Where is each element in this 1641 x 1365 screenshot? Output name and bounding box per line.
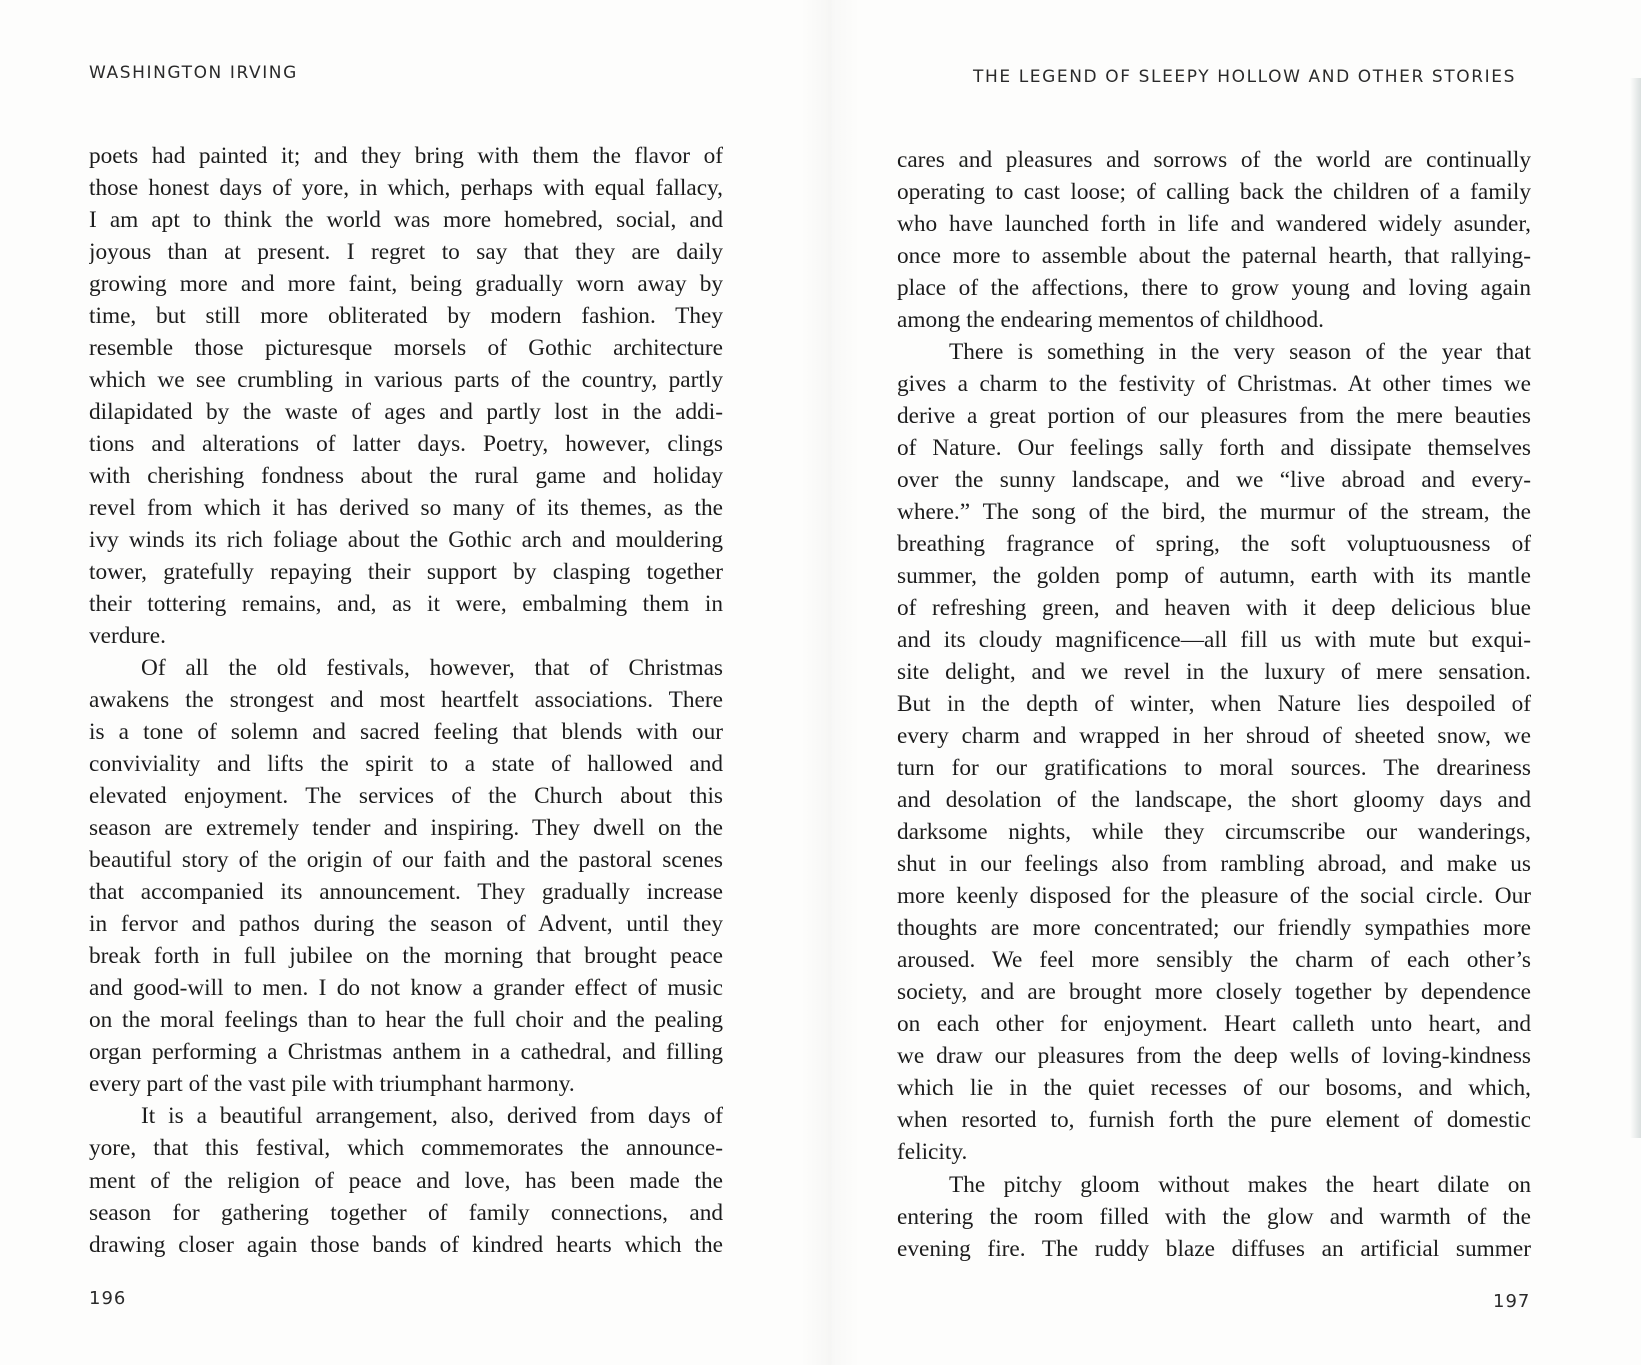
text-line: more keenly disposed for the pleasure of the social circle. Our [897, 883, 1531, 910]
text-line: among the endearing mementos of childhood. [897, 307, 1324, 334]
text-line: poets had painted it; and they bring with them the flavor of [89, 143, 723, 169]
text-line: where.” The song of the bird, the murmur of the stream, the [897, 499, 1531, 526]
text-line: summer, the golden pomp of autumn, earth with its mantle [897, 563, 1531, 590]
text-line: beautiful story of the origin of our faith and the pastoral scenes [89, 847, 723, 874]
right-page-number: 197 [1493, 1291, 1531, 1312]
text-line: verdure. [89, 623, 166, 650]
text-line: felicity. [897, 1139, 968, 1166]
text-line: growing more and more faint, being gradually worn away by [89, 271, 723, 298]
text-line: who have launched forth in life and wandered widely asunder, [897, 211, 1531, 238]
text-line: The pitchy gloom without makes the heart dilate on [949, 1171, 1531, 1198]
text-line: and its cloudy magnificence—all fill us with mute but exqui- [897, 627, 1531, 654]
text-line: break forth in full jubilee on the morning that brought peace [89, 943, 723, 970]
text-line: and good-will to men. I do not know a grander effect of music [89, 975, 723, 1002]
text-line: season are extremely tender and inspiring. They dwell on the [89, 815, 723, 842]
text-line: breathing fragrance of spring, the soft voluptuousness of [897, 531, 1531, 558]
text-line: over the sunny landscape, and we “live abroad and every- [897, 467, 1531, 494]
left-page-text [89, 140, 723, 1261]
text-line: their tottering remains, and, as it were, embalming them in [89, 591, 723, 618]
text-line: gives a charm to the festivity of Christmas. At other times we [897, 371, 1531, 398]
text-line: thoughts are more concentrated; our friendly sympathies more [897, 915, 1531, 942]
left-running-head: WASHINGTON IRVING [89, 63, 298, 83]
text-line: every charm and wrapped in her shroud of sheeted snow, we [897, 723, 1531, 750]
text-line: elevated enjoyment. The services of the Church about this [89, 783, 723, 810]
text-line: we draw our pleasures from the deep wells of loving-kindness [897, 1043, 1531, 1070]
text-line: dilapidated by the waste of ages and partly lost in the addi- [89, 399, 723, 426]
text-line: operating to cast loose; of calling back the children of a family [897, 179, 1531, 206]
text-line: tions and alterations of latter days. Poetry, however, clings [89, 431, 723, 458]
text-line: organ performing a Christmas anthem in a cathedral, and filling [89, 1039, 723, 1066]
text-line: those honest days of yore, in which, perhaps with equal fallacy, [89, 175, 723, 202]
text-line: darksome nights, while they circumscribe our wanderings, [897, 819, 1531, 846]
text-line: once more to assemble about the paternal hearth, that rallying- [897, 243, 1531, 270]
text-line: time, but still more obliterated by modern fashion. They [89, 303, 723, 330]
right-running-head: THE LEGEND OF SLEEPY HOLLOW AND OTHER STORIES [973, 67, 1516, 87]
text-line: evening fire. The ruddy blaze diffuses an artificial summer [897, 1235, 1531, 1262]
text-line: in fervor and pathos during the season of Advent, until they [89, 911, 723, 938]
text-line: and desolation of the landscape, the short gloomy days and [897, 787, 1531, 814]
text-line: resemble those picturesque morsels of Gothic architecture [89, 335, 723, 362]
text-line: drawing closer again those bands of kindred hearts which the [89, 1231, 723, 1258]
text-line: is a tone of solemn and sacred feeling that blends with our [89, 719, 723, 746]
text-line: shut in our feelings also from rambling abroad, and make us [897, 851, 1531, 878]
text-line: season for gathering together of family connections, and [89, 1199, 723, 1226]
text-line: cares and pleasures and sorrows of the world are continually [897, 147, 1531, 173]
text-line: of Nature. Our feelings sally forth and dissipate themselves [897, 435, 1531, 462]
text-line: place of the affections, there to grow young and loving again [897, 275, 1531, 302]
text-line: revel from which it has derived so many of its themes, as the [89, 495, 723, 522]
text-line: Of all the old festivals, however, that of Christmas [141, 655, 723, 682]
book-gutter-shadow [800, 0, 860, 1365]
text-line: turn for our gratifications to moral sources. The dreariness [897, 755, 1531, 782]
text-line: which we see crumbling in various parts of the country, partly [89, 367, 723, 394]
text-line: derive a great portion of our pleasures from the mere beauties [897, 403, 1531, 430]
text-line: entering the room filled with the glow and warmth of the [897, 1203, 1531, 1230]
text-line: ment of the religion of peace and love, has been made the [89, 1167, 723, 1194]
text-line: I am apt to think the world was more homebred, social, and [89, 207, 723, 234]
text-line: aroused. We feel more sensibly the charm of each other’s [897, 947, 1531, 974]
left-page-number: 196 [89, 1288, 127, 1309]
text-line: tower, gratefully repaying their support by clasping together [89, 559, 723, 586]
text-line: There is something in the very season of the year that [949, 339, 1531, 366]
text-line: of refreshing green, and heaven with it deep delicious blue [897, 595, 1531, 622]
text-line: which lie in the quiet recesses of our bosoms, and which, [897, 1075, 1531, 1102]
text-line: conviviality and lifts the spirit to a state of hallowed and [89, 751, 723, 778]
text-line: when resorted to, furnish forth the pure element of domestic [897, 1107, 1531, 1134]
right-page-text [897, 144, 1531, 1265]
text-line: every part of the vast pile with triumphant harmony. [89, 1071, 575, 1098]
text-line: society, and are brought more closely together by dependence [897, 979, 1531, 1006]
text-line: joyous than at present. I regret to say that they are daily [89, 239, 723, 266]
text-line: on the moral feelings than to hear the full choir and the pealing [89, 1007, 723, 1034]
text-line: site delight, and we revel in the luxury of mere sensation. [897, 659, 1531, 686]
text-line: awakens the strongest and most heartfelt associations. There [89, 687, 723, 714]
text-line: ivy winds its rich foliage about the Gothic arch and mouldering [89, 527, 723, 554]
text-line: It is a beautiful arrangement, also, derived from days of [141, 1103, 723, 1130]
page-edge-shadow [1630, 78, 1641, 1138]
text-line: that accompanied its announcement. They gradually increase [89, 879, 723, 906]
text-line: on each other for enjoyment. Heart calleth unto heart, and [897, 1011, 1531, 1038]
text-line: with cherishing fondness about the rural game and holiday [89, 463, 723, 490]
text-line: But in the depth of winter, when Nature lies despoiled of [897, 691, 1531, 718]
text-line: yore, that this festival, which commemorates the announce- [89, 1135, 723, 1162]
